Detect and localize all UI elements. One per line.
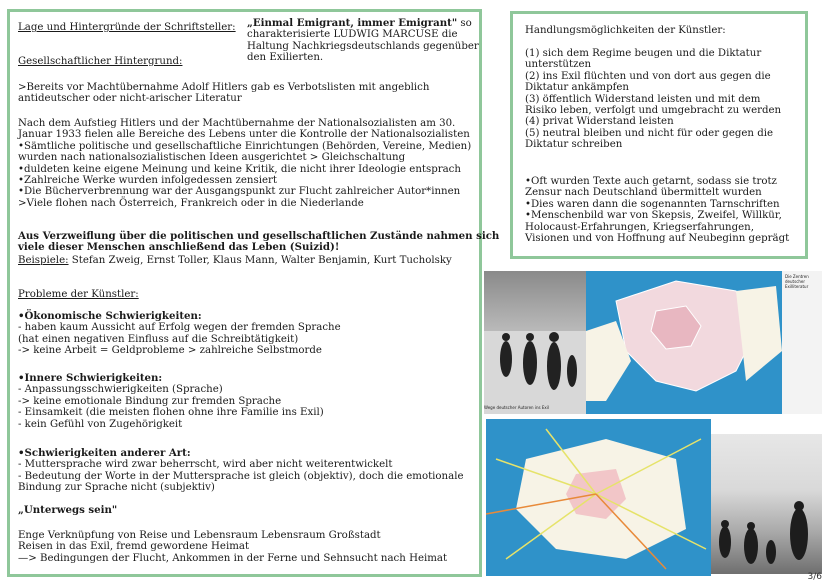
section-oekonomisch: •Ökonomische Schwierigkeiten: - haben kaum Aussicht auf Erfolg wegen der fremden Sprache (hat einen negativen Einfluss auf die Schreibtätigkeit) -> keine Arbeit = Geldprobleme > zahlreiche Selbstmorde bbox=[18, 310, 341, 357]
map-legend: Die Zentren deutscher Exilliteratur bbox=[782, 271, 822, 414]
options-list: (1) sich dem Regime beugen und die Diktatur unterstützen (2) ins Exil flüchten und von dort aus gegen die Diktatur ankämpfen (3) öffentlich Widerstand leisten und mit dem Risiko leben, verfolgt und umgebracht zu werden (4) privat Widerstand leisten (5) neutral bleiben und nicht für oder gegen die Diktatur schreiben bbox=[525, 48, 782, 151]
paragraph-suizid: Aus Verzweiflung über die politischen und gesellschaftlichen Zustände nahmen sich viele dieser Menschen anschließend das Leben (Suizid)! bbox=[18, 230, 500, 254]
section-innere: •Innere Schwierigkeiten: - Anpassungsschwierigkeiten (Sprache) -> keine emotionale Bindung zur fremden Sprache - Einsamkeit (die meisten flohen ohne ihre Familie ins Exil) - kein Gefühl von Zugehörigkeit bbox=[18, 372, 324, 430]
notes-list: •Oft wurden Texte auch getarnt, sodass sie trotz Zensur nach Deutschland übermittelt wurden •Dies waren dann die sogenannten Tarnschriften •Menschenbild war von Skepsis, Zweifel, Willkür, Holocaust-Erfahrungen, Kriegserfahrungen, Visionen und von Hoffnung auf Neubeginn geprägt bbox=[525, 176, 790, 245]
quote-title: „Einmal Emigrant, immer Emigrant" bbox=[247, 17, 458, 29]
page-number: 3/6 bbox=[807, 572, 822, 582]
paragraph-verbotslisten: >Bereits vor Machtübernahme Adolf Hitlers gab es Verbotslisten mit angeblich antideutscher oder nicht-arischer Literatur bbox=[18, 82, 430, 105]
exile-map bbox=[586, 271, 822, 414]
exile-routes-map bbox=[486, 419, 711, 576]
paragraph-machtuebernahme: Nach dem Aufstieg Hitlers und der Machtübernahme der Nationalsozialisten am 30. Januar 1933 fielen alle Bereiche des Lebens unter die Kontrolle der Nationalsozialisten •Sämtliche politische und gesellschaftliche Einrichtungen (Behörden, Vereine, Medien) wurden nach nationalsozialistischen Ideen ausgerichtet > Gleichschaltung •duldeten keine eigene Meinung und keine Kritik, die nicht ihrer Ideologie entsprach •Zahlreiche Werke wurden infolgedessen zensiert •Die Bücherverbrennung war der Ausgangspunkt zur Flucht zahlreicher Autor*innen >Viele flohen nach Österreich, Frankreich oder in die Niederlande bbox=[18, 118, 472, 209]
quote-block: „Einmal Emigrant, immer Emigrant" so charakterisierte LUDWIG MARCUSE die Haltung Nachkriegsdeutschlands gegenüber den Exilierten. bbox=[247, 17, 479, 64]
section-unterwegs: Enge Verknüpfung von Reise und Lebensraum Lebensraum Großstadt Reisen in das Exil, fremd gewordene Heimat —> Bedingungen der Flucht, Ankommen in der Ferne und Sehnsucht nach Heimat bbox=[18, 530, 448, 564]
section-andere: •Schwierigkeiten anderer Art: - Muttersprache wird zwar beherrscht, wird aber nicht weiterentwickelt - Bedeutung der Worte in der Muttersprache ist gleich (objektiv), doch die emotionale Bindung zur Sprache nicht (subjektiv) bbox=[18, 447, 464, 494]
heading-handlung: Handlungsmöglichkeiten der Künstler: bbox=[525, 25, 726, 36]
examples-line: Beispiele: Stefan Zweig, Ernst Toller, Klaus Mann, Walter Benjamin, Kurt Tucholsky bbox=[18, 255, 452, 266]
map-caption: Wege deutscher Autoren ins Exil bbox=[484, 405, 549, 410]
heading-unterwegs: „Unterwegs sein" bbox=[18, 504, 118, 516]
examples-label: Beispiele: bbox=[18, 255, 69, 266]
heading-gesellschaft: Gesellschaftlicher Hintergrund: bbox=[18, 56, 183, 67]
refugees-photo bbox=[484, 271, 588, 414]
heading-lage: Lage und Hintergründe der Schriftsteller: bbox=[18, 22, 236, 33]
refugee-march-photo bbox=[711, 434, 822, 574]
heading-probleme: Probleme der Künstler: bbox=[18, 289, 139, 300]
